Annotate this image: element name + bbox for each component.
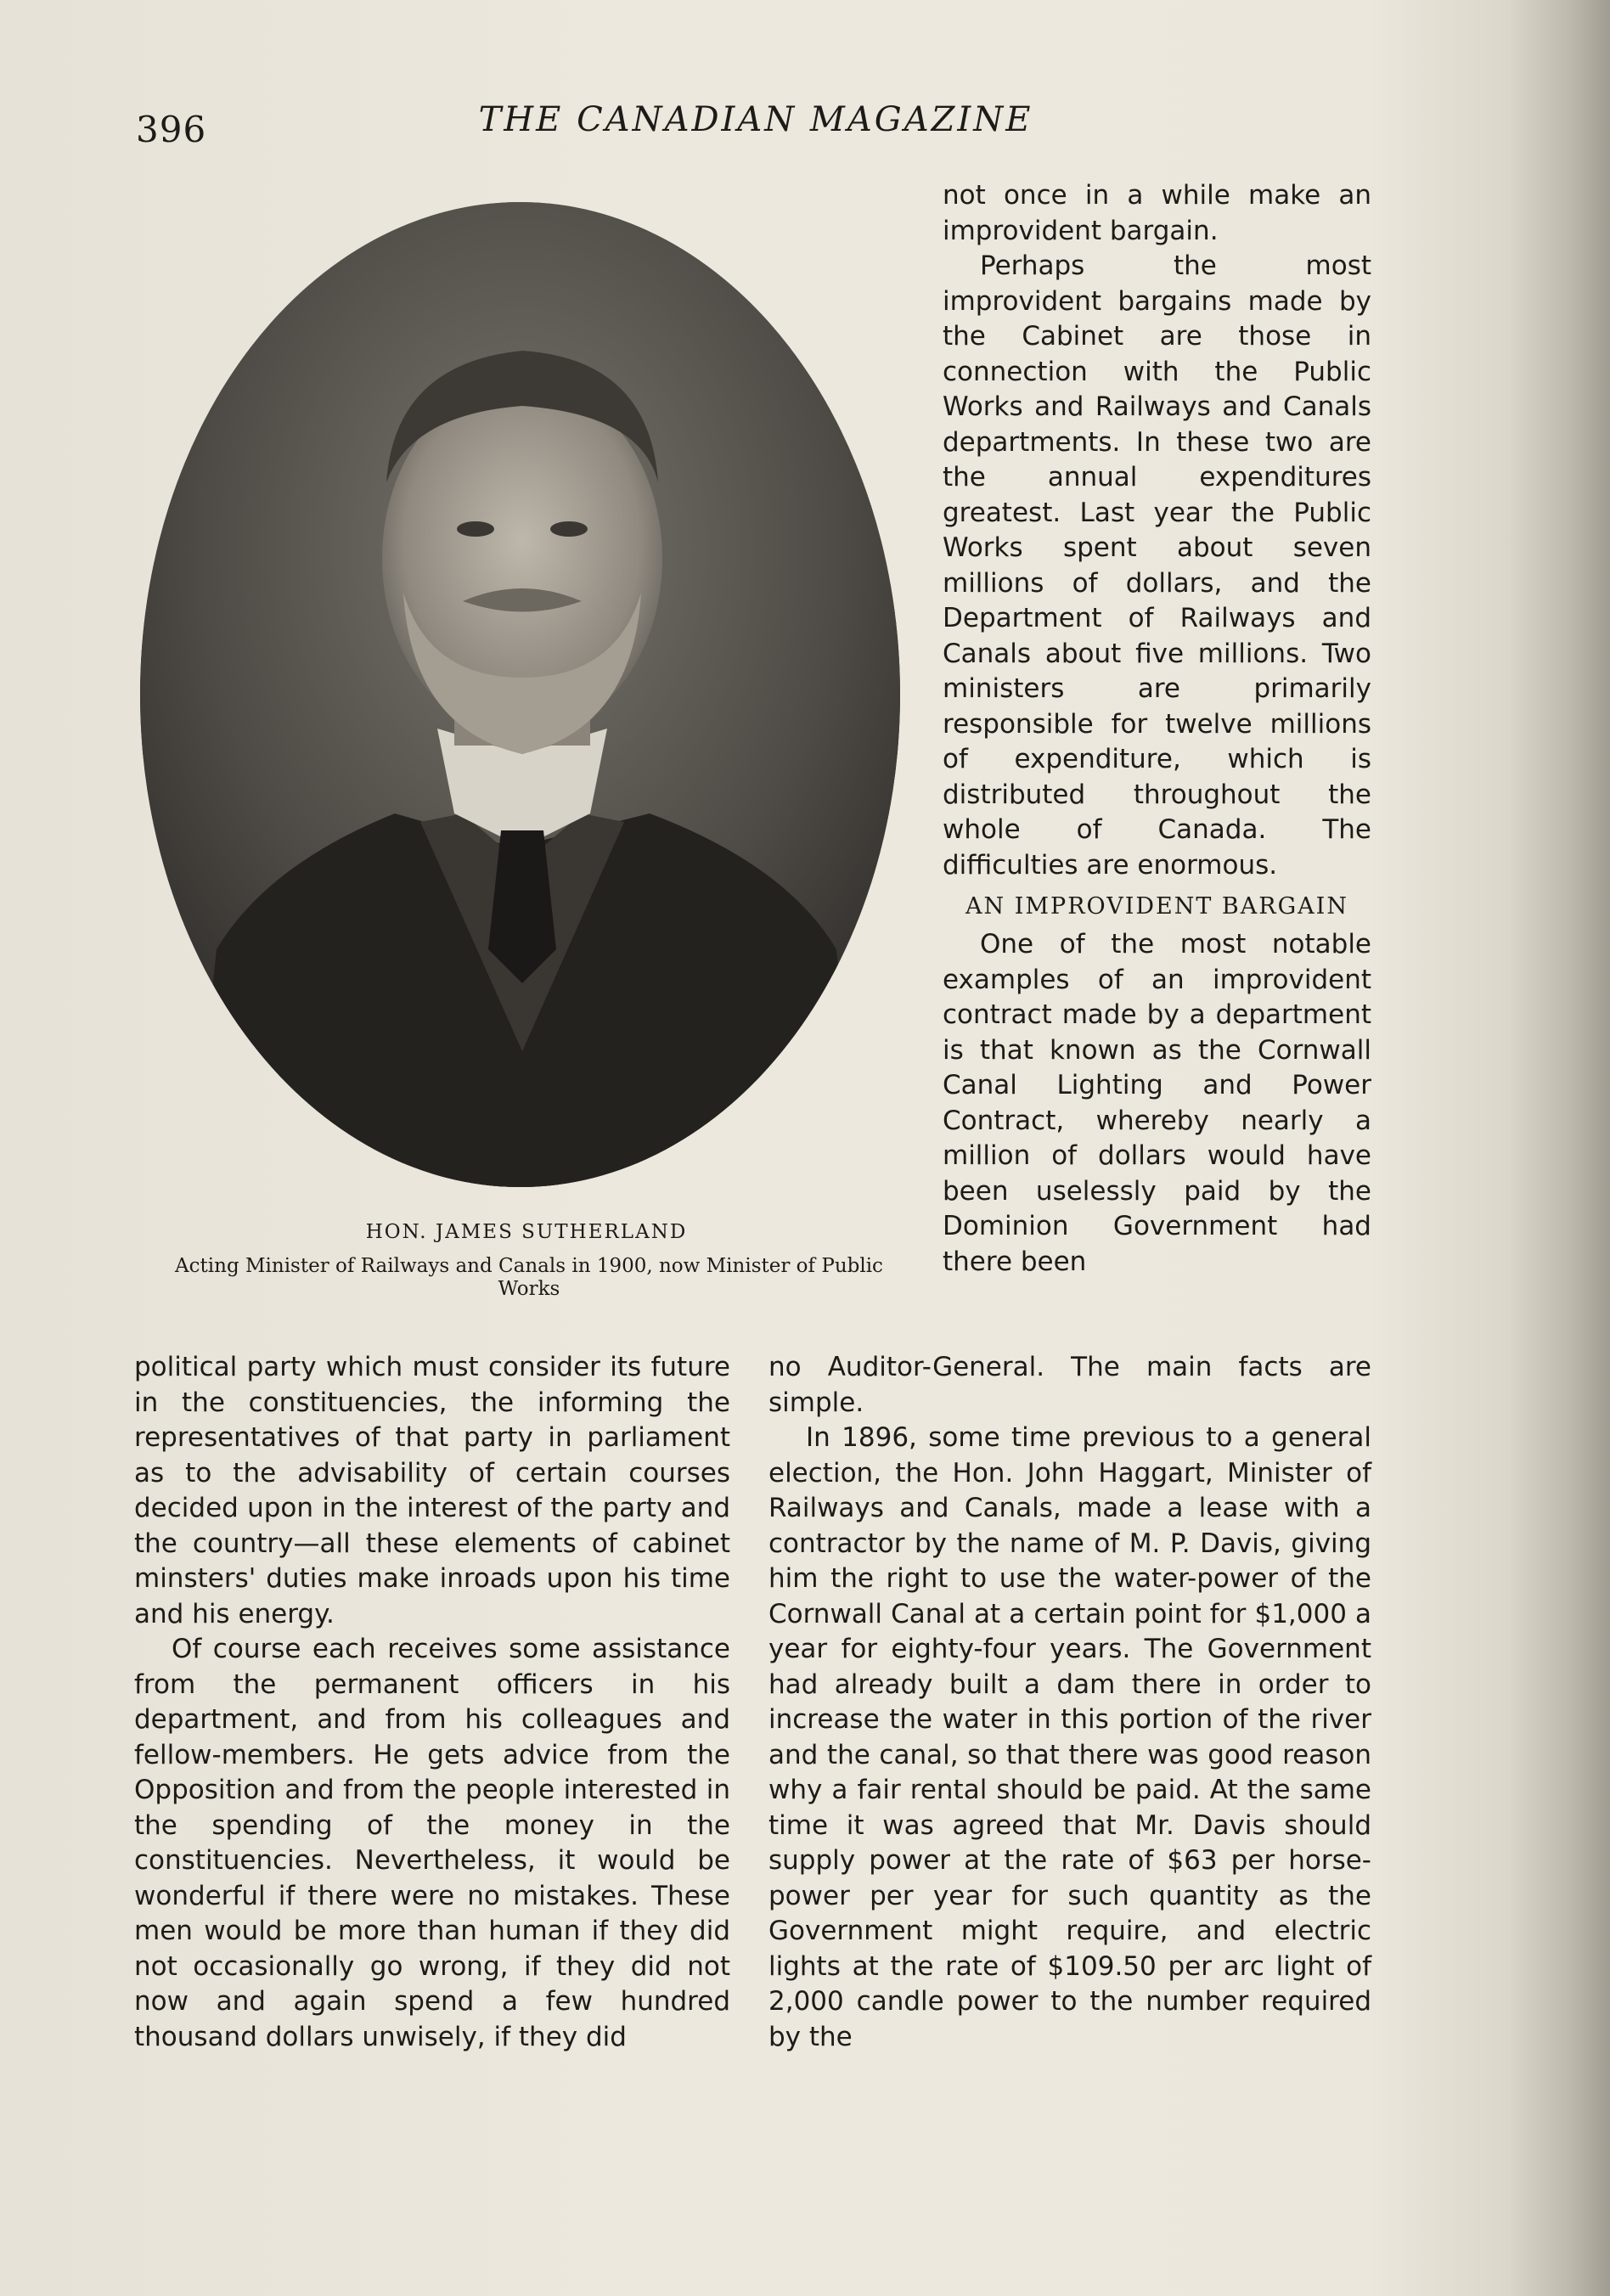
book-gutter-shadow <box>1508 0 1610 2296</box>
paragraph: In 1896, some time previous to a general election, the Hon. John Haggart, Minister of Railways and Canals, made a lease with a contractor by the name of M. P. Davis, giving him the right to use the water-power of the Cornwall Canal at a certain point for $1,000 a year for eighty-four years. The Government had already built a dam there in order to increase the water in this portion of the river and the canal, so that there was good reason why a fair rental should be paid. At the same time it was agreed that Mr. Davis should supply power at the rate of $63 per horse-power per year for such quantity as the Government might require, and electric lights at the rate of $109.50 per arc light of 2,000 candle power to the number required by the <box>768 1422 1371 2052</box>
portrait-caption-name: HON. JAMES SUTHERLAND <box>365 1221 688 1243</box>
paragraph: Perhaps the most improvident bargains made by the Cabinet are those in connection with the Public Works and Railways and Canals departments. In these two are the annual expenditures greatest. Last year the Public Works spent about seven millions of dollars, and the Department of Railways and Canals about five millions. Two ministers are primarily responsible for twelve millions of expenditure, which is distributed throughout the whole of Canada. The difficulties are enormous. <box>943 250 1371 881</box>
paragraph: political party which must consider its future in the constituencies, the informing the representatives of that party in parliament as to the advisability of certain courses decided upon in the interest of the party and the country—all these elements of cabinet minsters' duties make inroads upon his time and his energy. <box>134 1352 730 1629</box>
paragraph: Of course each receives some assistance from the permanent officers in his department, and from his colleagues and fellow-members. He gets advice from the Opposition and from the people interested in the spending of the money in the constituencies. Nevertheless, it would be wonderful if there were no mistakes. These men would be more than human if they did not occasionally go wrong, if they did not now and again spend a few hundred thousand dollars unwisely, if they did <box>134 1634 730 2052</box>
oval-portrait-photo <box>140 202 900 1187</box>
paragraph: no Auditor-General. The main facts are simple. <box>768 1352 1371 1418</box>
portrait-illustration <box>140 202 900 1187</box>
paragraph: not once in a while make an improvident bargain. <box>943 180 1371 246</box>
paragraph: One of the most notable examples of an improvident contract made by a department is that known as the Cornwall Canal Lighting and Power Contract, whereby nearly a million of dollars would have been uselessly paid by the Dominion Government had there been <box>943 929 1371 1277</box>
right-column-bottom <box>768 1350 1371 2055</box>
right-column-top <box>943 178 1371 1280</box>
left-column <box>134 1350 730 2055</box>
page-number: 396 <box>136 109 207 150</box>
portrait-caption-description: Acting Minister of Railways and Canals in 1900, now Minister of Public Works <box>175 1255 883 1300</box>
running-head: THE CANADIAN MAGAZINE <box>478 100 1033 139</box>
section-subheading: AN IMPROVIDENT BARGAIN <box>965 893 1348 920</box>
